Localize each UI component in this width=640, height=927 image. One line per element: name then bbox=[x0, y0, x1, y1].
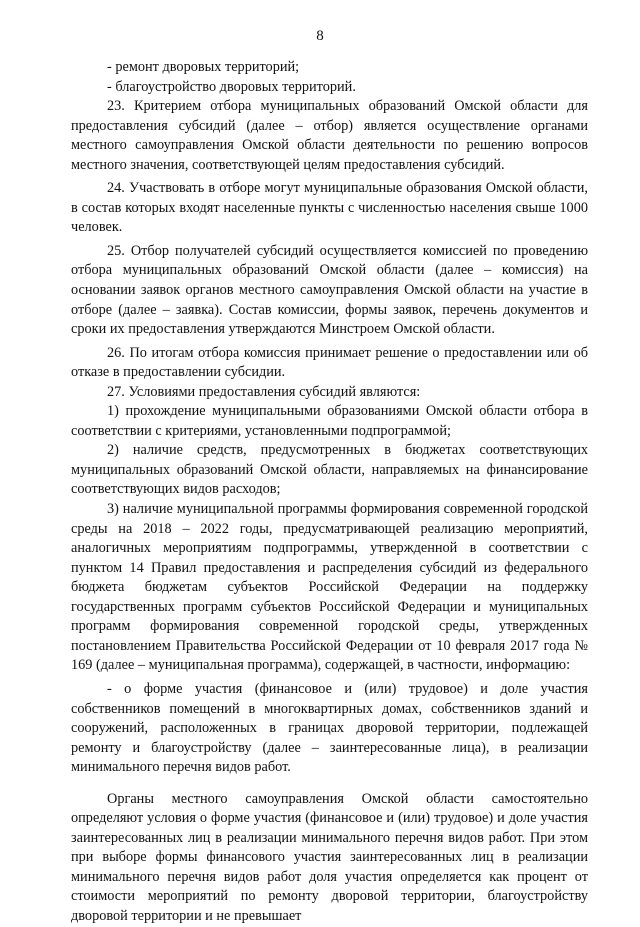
list-item-improvement: - благоустройство дворовых территорий. bbox=[107, 78, 356, 95]
paragraph-27: 27. Условиями предоставления субсидий являются: bbox=[107, 383, 421, 400]
paragraph-local-authorities: Органы местного самоуправления Омской области самостоятельно определяют условия о форме участия (финансовое и (или) трудовое) и доле участия заинтересованных лиц в реализации минимального перечня видов работ. При этом при выборе формы финансового участия заинтересованных лиц в реализации минимального перечня видов работ доля участия определяется как процент от стоимости мероприятий по ремонту дворовой территории, благоустройству дворовой территории и не превышает bbox=[71, 790, 588, 924]
list-item-repair: - ремонт дворовых территорий; bbox=[107, 59, 300, 75]
condition-1: 1) прохождение муниципальными образованиями Омской области отбора в соответствии с критериями, установленными подпрограммой; bbox=[71, 403, 588, 439]
paragraph-24: 24. Участвовать в отборе могут муниципальные образования Омской области, в состав которых входят населенные пункты с численностью населения свыше 1000 человек. bbox=[71, 180, 588, 236]
paragraph-26: 26. По итогам отбора комиссия принимает решение о предоставлении или об отказе в предоставлении субсидии. bbox=[71, 344, 588, 381]
participation-form-item: - о форме участия (финансовое и (или) трудовое) и доле участия собственников помещений в многоквартирных домах, собственников зданий и сооружений, расположенных в границах дворовой территории, подлежащей ремонту и благоустройству (далее – заинтересованные лица), в реализации минимального перечня видов работ. bbox=[71, 680, 588, 776]
condition-3: 3) наличие муниципальной программы формирования современной городской среды на 2018 – 2022 годы, предусматривающей реализацию мероприятий, аналогичных мероприятиям подпрограммы, утвержденной в соответствии с пунктом 14 Правил предоставления и распределения субсидий из федерального бюджета бюджетам субъектов Российской Федерации на поддержку государственных программ субъектов Российской Федерации и муниципальных программ формирования современной городской среды, утвержденных постановлением Правительства Российской Федерации от 10 февраля 2017 года № 169 (далее – муниципальная программа), содержащей, в частности, информацию: bbox=[71, 501, 588, 674]
paragraph-25: 25. Отбор получателей субсидий осуществляется комиссией по проведению отбора муниципальных образований Омской области (далее – комиссия) на основании заявок органов местного самоуправления Омской области на участие в отборе (далее – заявка). Состав комиссии, формы заявок, перечень документов и сроки их предоставления утверждаются Минстроем Омской области. bbox=[71, 242, 588, 338]
document-body bbox=[71, 58, 588, 927]
paragraph-23: 23. Критерием отбора муниципальных образований Омской области для предоставления субсидий (далее – отбор) является осуществление органами местного самоуправления Омской области деятельности по решению вопросов местного значения, соответствующей целям предоставления субсидий. bbox=[71, 98, 588, 173]
page-number: 8 bbox=[316, 28, 324, 44]
condition-2: 2) наличие средств, предусмотренных в бюджетах соответствующих муниципальных образований Омской области, направляемых на финансирование соответствующих видов расходов; bbox=[71, 442, 588, 498]
